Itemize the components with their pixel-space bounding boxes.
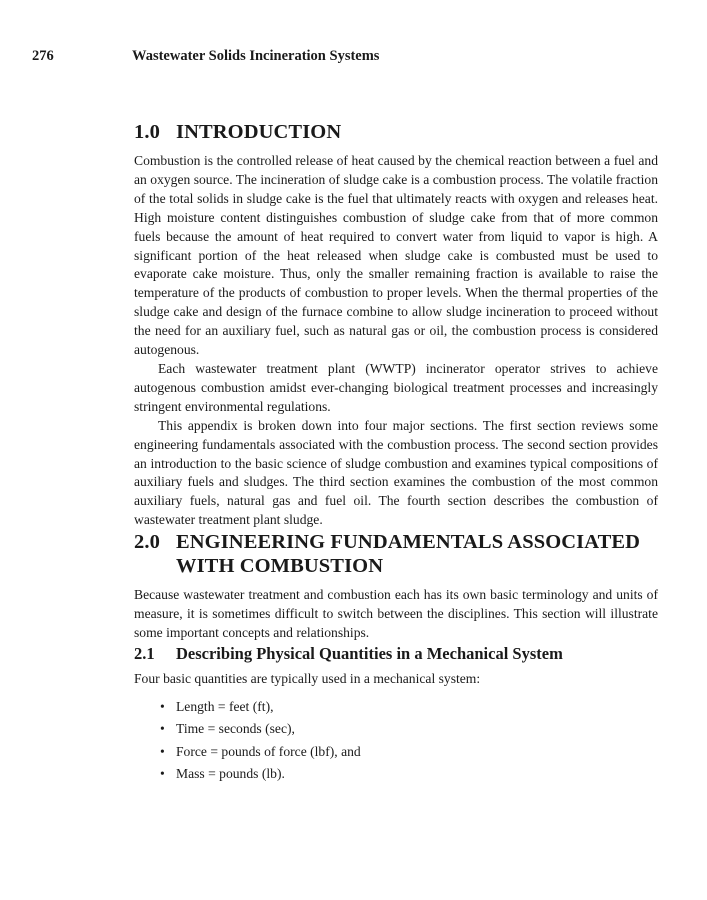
running-head: [32, 48, 652, 65]
bullet-icon: •: [160, 766, 165, 782]
bullet-icon: •: [160, 743, 165, 759]
paragraph: Combustion is the controlled release of heat caused by the chemical reaction between a fuel and an oxygen source. The incineration of sludge cake is a combustion process. The volatile fraction of the total solids in sludge cake is the fuel that ultimately reacts with oxygen and releases heat. High moisture content distinguishes combustion of sludge cake from that of more common fuels because the amount of heat required to convert water from liquid to vapor is high. A significant portion of the heat released when sludge cake is combusted must be used to evaporate cake moisture. Thus, only the smaller remaining fraction is available to raise the temperature of the products of combustion to proper levels. When the thermal properties of the sludge cake and design of the furnace combine to allow sludge incineration to proceed without the need for an auxiliary fuel, such as natural gas or oil, the combustion process is considered autogenous.: [134, 153, 658, 358]
list-item: [160, 718, 658, 741]
bullet-icon: •: [160, 721, 165, 737]
page-number: 276: [32, 48, 54, 64]
section-heading-introduction: [134, 120, 658, 144]
paragraph: Four basic quantities are typically used in a mechanical system:: [134, 670, 481, 686]
list-item-text: Force = pounds of force (lbf), and: [176, 743, 361, 759]
bullet-icon: •: [160, 698, 165, 714]
section-number: 2.0: [134, 531, 160, 554]
running-title: Wastewater Solids Incineration Systems: [132, 48, 380, 64]
list-item: [160, 741, 658, 764]
paragraph: This appendix is broken down into four major sections. The first section reviews some engineering fundamentals associated with the combustion process. The second section provides an introduction to the basic science of sludge combustion and examines typical compositions of auxiliary fuels and sludges. The third section examines the combustion of the most common auxiliary fuels, natural gas and fuel oil. The fourth section describes the combustion of wastewater treatment plant sludge.: [134, 417, 658, 528]
section-number: 1.0: [134, 121, 160, 143]
paragraph: Each wastewater treatment plant (WWTP) incinerator operator strives to achieve autogenous combustion amidst ever-changing biological treatment processes and increasingly stringent environmental regulations.: [134, 360, 658, 414]
paragraph: Because wastewater treatment and combustion each has its own basic terminology and units of measure, it is sometimes difficult to switch between the disciplines. This section will illustrate some important concepts and relationships.: [134, 587, 658, 640]
list-item: [160, 696, 658, 719]
subsection-heading: [134, 643, 658, 664]
bullet-list: [134, 696, 658, 786]
section-heading-engineering-fundamentals: [134, 530, 658, 578]
list-item-text: Length = feet (ft),: [176, 698, 274, 714]
subsection-title: Describing Physical Quantities in a Mechanical System: [176, 643, 563, 663]
section-title: ENGINEERING FUNDAMENTALS ASSOCIATED WITH COMBUSTION: [176, 531, 641, 578]
list-item-text: Time = seconds (sec),: [176, 721, 295, 737]
page-body: [134, 120, 658, 786]
section-title: INTRODUCTION: [176, 121, 342, 143]
list-item: [160, 763, 658, 786]
list-item-text: Mass = pounds (lb).: [176, 766, 285, 782]
subsection-number: 2.1: [134, 643, 155, 663]
